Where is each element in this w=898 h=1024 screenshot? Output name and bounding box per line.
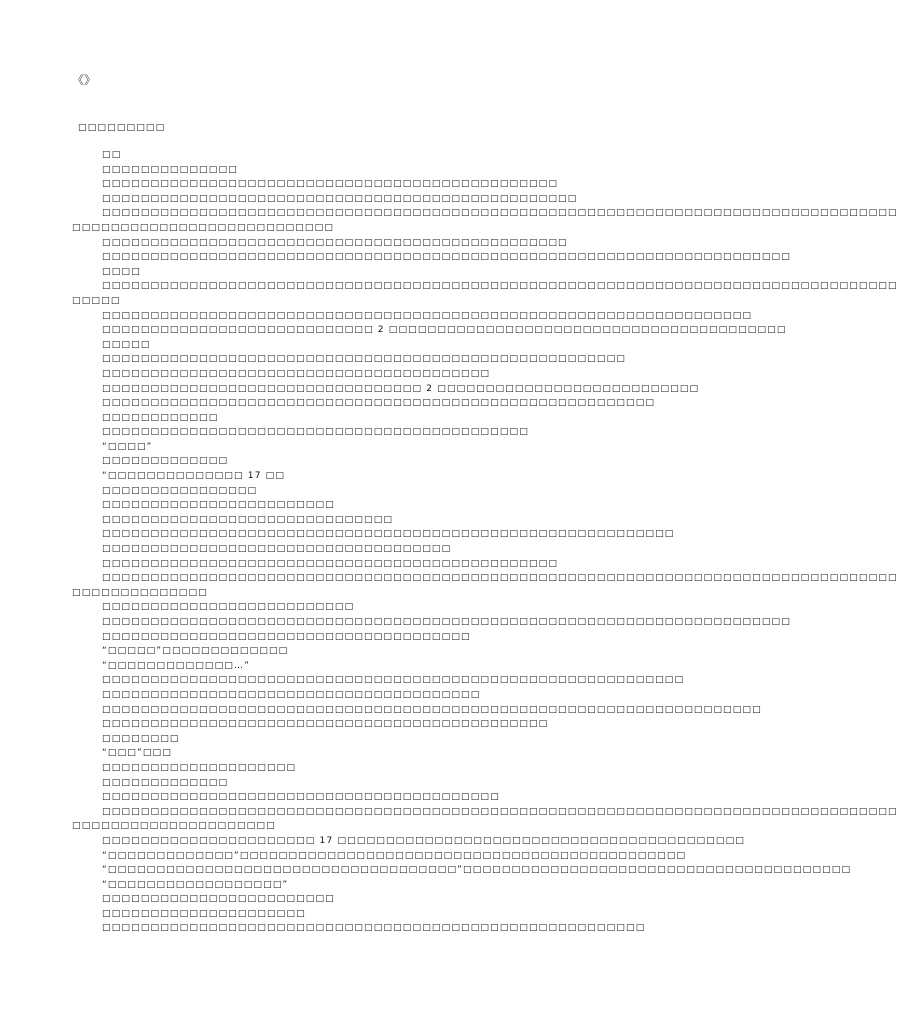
text-line: □□□□□□□□□□□□□□□□□□□□□ (72, 821, 276, 832)
text-line: □□□□□□□□□□□□□□□□□□□□□□□□□□□□□□□□□□□□□□□□□□□□□□□□□□□□□□□□□□□□□□□□□□□□ (102, 704, 762, 715)
text-line: □□□□□□□□□□□□□□□□□□□□□□□□□□□□□□□□□□□□□□□□□□□□□□□□□□□□□□□□□□□□ (102, 675, 685, 686)
text-line: □□□□□□□□□□□□□□□□□□□□ (102, 762, 297, 773)
text-line: □□□□□□□□□□□□□□□□□□□□□□□□□□□□□□□□□□□□□□□□□ (102, 792, 500, 803)
text-line: □□□□□□□□□□□□□ (102, 456, 229, 467)
text-line: □□□□□□□□□□□□□ (102, 777, 229, 788)
text-line: “□□□□□□□□□□□□□□□□□□□□□□□□□□□□□□□□□□□□”□□□□□□□□□□□□□□□□□□□□□□□□□□□□□□□□□□□□□□□□ (102, 865, 852, 876)
text-line: □□□□□□□□□□□□□□□□□□□□□□□□□□□□□□□□□□□□□□ (102, 631, 471, 642)
text-line: □□□□□□□□□□□□□□□□□□□□□□□□□□□□ 2 □□□□□□□□□□□□□□□□□□□□□□□□□□□□□□□□□□□□□□□□□ (102, 325, 787, 336)
text-line: □□□□□□□□□□□□□□□□□□□□□□□□□□□□□□□□□□□□□□□□□□□□□□□ (102, 558, 559, 569)
text-line: □□□□□ (72, 295, 121, 306)
text-line: “□□□”□□□ (102, 748, 172, 759)
text-line: “□□□□□□□□□□□□□□ 17 □□ (102, 471, 286, 482)
text-line: □□□□□□□□□□□□□□□□□□□□□□□□ (102, 894, 335, 905)
text-line: “□□□□□□□□□□□□□□□□□□” (102, 879, 289, 890)
text-line: □□□□□□□□□□□□□□□□□□□□□□□□□□□□□□□□□□□□□□□□□□□□□□ (102, 719, 549, 730)
text-line: □□□□□□□□□□□□□□ (72, 587, 208, 598)
text-line: □□□□□□□□□□□□□□□□□□□□□□□□□□□ (72, 222, 334, 233)
document-heading: □□□□□□□□□ (78, 123, 166, 133)
text-line: □□□□□□□□□□□□□□□□□□□□□□□□□□□□□□□□□□□□□□□□□□□□ (102, 427, 529, 438)
document-page (72, 70, 898, 936)
text-line: □□□□ (102, 266, 141, 277)
text-line: □□□□□□□□□□□□□□□□□□□□□□□□□□□□□□□□□□□□□□□□□□□□□□□□□ (102, 193, 578, 204)
text-line: □□□□□□□□□□□□□□□□□□□□□□□□□□□□□□□□□□□□□□□□□□□□□□□□□□□□□□ (102, 354, 626, 365)
document-body (72, 148, 898, 936)
text-line: □□□□□□□□□□□□ (102, 412, 219, 423)
text-line: □□□□□□□□□□□□□□□□□□□□□□□□□□□□□□□□□□□□□□□□□□□□□□□□□□□□□□□□□ (102, 398, 656, 409)
text-line: □□□□□□□□□□□□□□□□□□□□□□□□□□ (102, 602, 355, 613)
text-line: □□□□□□□□□□□□□□□□□□□□□□□□□□□□□□□□□□□□□□□□□□□□□□□□□□□□□□□□□□□□□□□□□□□□□□□□□□□□□□□□□□ (102, 806, 898, 817)
text-line: □□□□□□□□□□□□□□□□□□□□□□□□□□□□□□□□□□□□□□□□□□□□□□□□□□□□□□□□□□□□□□□□□□□□□□□ (102, 617, 791, 627)
text-line: □□□□□□□□□□□□□□□□□□□□□□□□□□□□□□□□□□□□□□□□□□□□□□□□□□□□□□□□□□□□□□□□□□□□□□□ (102, 252, 791, 263)
text-line: □□ (102, 150, 122, 160)
title-mark: 《》 (72, 73, 97, 87)
text-line: □□□□□□□□□□□□□□□□□□□□□ (102, 908, 306, 919)
text-line: □□□□□□□□ (102, 733, 180, 744)
text-line: “□□□□□”□□□□□□□□□□□□□ (102, 646, 289, 657)
text-line: □□□□□□□□□□□□□□□□□□□□□□□□□□□□□□□□□□□□ (102, 544, 452, 555)
text-line: □□□□□□□□□□□□□□□□□□□□□□□□□□□□□□□□□□□□□□□□□□□□□□□□□□□□□□□□□□□□□□□□□□□□□□□□□□□□□□□□□□ (102, 281, 898, 292)
text-line: □□□□□ (102, 339, 151, 350)
text-line: □□□□□□□□□□□□□□□□□□□□□□□□□□□□□□ (102, 514, 394, 525)
text-line: □□□□□□□□□□□□□□□□□□□□□□□□□□□□□□□□□□□□□□□□□□□□□□□□□□□□□□□□□□□□□□□□□□□□□□□□□□□□□□□□□□ (102, 208, 898, 219)
text-line: □□□□□□□□□□□□□□□□□□□□□□□□□□□□□□□□□□□□□□□□□□□□□□□□□□□□□□□□□□□□□□□□□□□□□□□□□□□□□□□□□□ (102, 573, 898, 584)
text-line: □□□□□□□□□□□□□□□□□□□□□□□□□□□□□□□□□□□□□□□□□□□□□□□□□□□□□□□□□□□ (102, 529, 675, 540)
text-line: □□□□□□□□□□□□□□□□□□□□□□□□ (102, 500, 335, 511)
text-line: □□□□□□□□□□□□□□□□□□□□□□□□□□□□□□□□□□□□□□□ (102, 689, 481, 700)
text-line: □□□□□□□□□□□□□□ (102, 164, 238, 175)
text-line: □□□□□□□□□□□□□□□□□□□□□□□□□□□□□□□□□□□□□□□□ (102, 368, 491, 379)
text-line: “□□□□□□□□□□□□□…” (102, 660, 251, 671)
text-line: □□□□□□□□□□□□□□□□□□□□□□□□□□□□□□□□□□□□□□□□□□□□□□□ (102, 179, 559, 190)
text-line: □□□□□□□□□□□□□□□□□□□□□□□□□□□□□□□□□□□□□□□□□□□□□□□□□□□□□□□□ (102, 923, 646, 934)
text-line: □□□□□□□□□□□□□□□□□□□□□□□□□□□□□□□□□□□□□□□□□□□□□□□□□□□□□□□□□□□□□□□□□□□ (102, 310, 753, 321)
text-line: □□□□□□□□□□□□□□□□□□□□□□ 17 □□□□□□□□□□□□□□□□□□□□□□□□□□□□□□□□□□□□□□□□□□ (102, 835, 745, 846)
text-line: □□□□□□□□□□□□□□□□ (102, 485, 258, 496)
text-line: □□□□□□□□□□□□□□□□□□□□□□□□□□□□□□□□□□□□□□□□□□□□□□□□ (102, 237, 568, 248)
text-line: “□□□□□□□□□□□□□”□□□□□□□□□□□□□□□□□□□□□□□□□□□□□□□□□□□□□□□□□□□□□□ (102, 850, 687, 861)
text-line: □□□□□□□□□□□□□□□□□□□□□□□□□□□□□□□□□ 2 □□□□□□□□□□□□□□□□□□□□□□□□□□□ (102, 383, 700, 394)
text-line: “□□□□” (102, 441, 153, 452)
